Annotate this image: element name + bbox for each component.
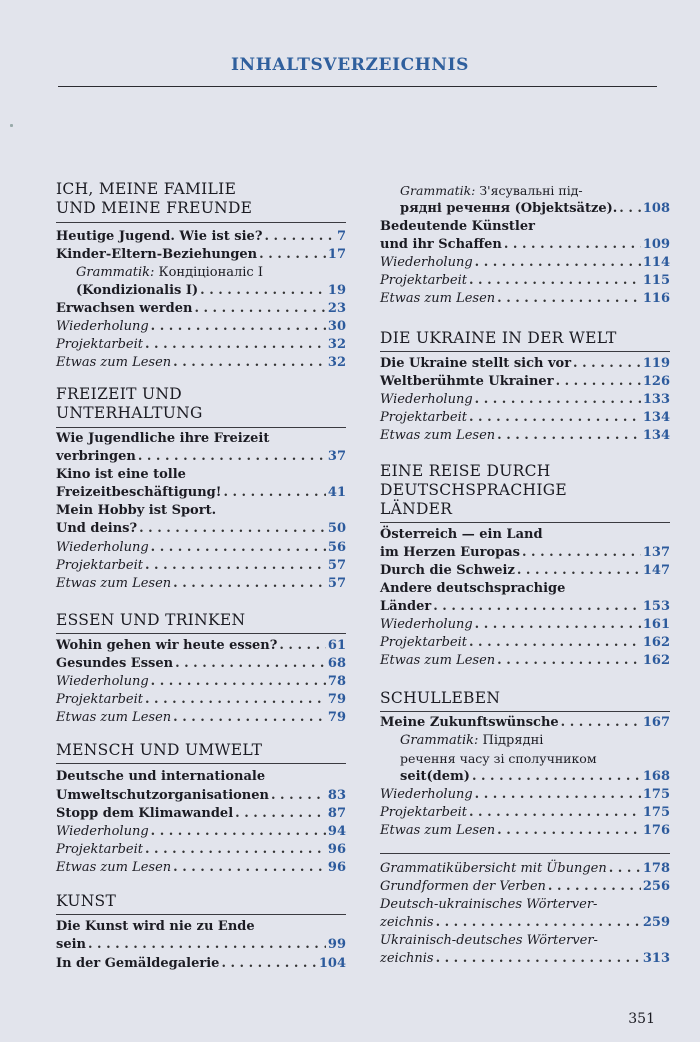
- dot-leader: [497, 427, 641, 445]
- entry-title: Erwachsen werden: [56, 301, 193, 316]
- toc-entry[interactable]: [56, 336, 346, 354]
- entry-title: Wiederholung: [380, 617, 473, 632]
- entry-page: 119: [642, 356, 670, 371]
- toc-entry[interactable]: [380, 914, 670, 932]
- toc-entry[interactable]: [56, 300, 346, 318]
- entry-page: 79: [327, 692, 346, 707]
- entry-title: Wie Jugendliche ihre Freizeit: [56, 431, 270, 446]
- entry-page: 153: [642, 599, 670, 614]
- entry-page: 134: [642, 410, 670, 425]
- entry-title: Wiederholung: [56, 824, 149, 839]
- toc-entry[interactable]: [380, 860, 670, 878]
- toc-entry-line: [380, 932, 670, 950]
- entry-title: Deutsch-ukrainisches Wörterver-: [380, 897, 598, 912]
- dot-leader: [173, 354, 326, 372]
- toc-entry[interactable]: [380, 254, 670, 272]
- section-heading: UND MEINE FREUNDE: [56, 199, 253, 217]
- entry-page: 79: [327, 710, 346, 725]
- dot-leader: [469, 804, 641, 822]
- toc-entry[interactable]: [56, 539, 346, 557]
- entry-title: Ukrainisch-deutsches Wörterver-: [380, 933, 598, 948]
- section-heading: EINE REISE DURCH: [380, 462, 551, 480]
- entry-title: zeichnis: [380, 951, 434, 966]
- dot-leader: [469, 409, 641, 427]
- entry-title: (Kondizionalis I): [76, 283, 199, 298]
- toc-entry[interactable]: [56, 557, 346, 575]
- entry-title: Wiederholung: [380, 392, 473, 407]
- dot-leader: [145, 841, 326, 859]
- section-heading: ESSEN UND TRINKEN: [56, 611, 246, 629]
- dot-leader: [145, 691, 326, 709]
- entry-title: Freizeitbeschäftigung!: [56, 485, 222, 500]
- section-heading: MENSCH UND UMWELT: [56, 741, 263, 759]
- entry-page: 162: [642, 653, 670, 668]
- dot-leader: [497, 290, 641, 308]
- grammar-text: Підрядні: [482, 733, 544, 748]
- entry-title: zeichnis: [380, 915, 434, 930]
- entry-page: 7: [336, 229, 346, 244]
- dot-leader: [145, 557, 326, 575]
- dot-leader: [472, 768, 641, 786]
- entry-page: 19: [327, 283, 346, 298]
- entry-title: Länder: [380, 599, 432, 614]
- dot-leader: [271, 787, 326, 805]
- title-rule: [58, 86, 657, 87]
- entry-title: Wiederholung: [56, 319, 149, 334]
- section-divider: [380, 522, 670, 523]
- entry-page: 32: [327, 355, 346, 370]
- entry-title: Umweltschutzorganisationen: [56, 788, 269, 803]
- toc-entry[interactable]: [380, 714, 670, 732]
- grammar-label: Grammatik:: [76, 265, 155, 280]
- entry-page: 178: [642, 861, 670, 876]
- dot-leader: [475, 616, 641, 634]
- toc-entry[interactable]: [380, 562, 670, 580]
- toc-entry[interactable]: [380, 355, 670, 373]
- entry-title: Durch die Schweiz: [380, 563, 515, 578]
- dot-leader: [173, 709, 326, 727]
- dot-leader: [619, 200, 641, 218]
- dot-leader: [235, 805, 326, 823]
- section-heading: FREIZEIT UND: [56, 385, 182, 403]
- toc-entry[interactable]: [380, 290, 670, 308]
- dot-leader: [433, 598, 641, 616]
- dot-leader: [556, 373, 641, 391]
- section-heading: DEUTSCHSPRACHIGE: [380, 481, 568, 499]
- entry-title: Projektarbeit: [380, 410, 467, 425]
- entry-page: 137: [642, 545, 670, 560]
- dot-leader: [504, 236, 641, 254]
- dot-leader: [200, 282, 326, 300]
- dot-leader: [469, 272, 641, 290]
- toc-entry[interactable]: [380, 616, 670, 634]
- entry-page: 168: [642, 769, 670, 784]
- toc-entry[interactable]: [56, 318, 346, 336]
- entry-page: 37: [327, 449, 346, 464]
- section-divider: [56, 763, 346, 764]
- entry-title: sein: [56, 937, 86, 952]
- entry-page: 78: [327, 674, 346, 689]
- toc-entry[interactable]: [56, 787, 346, 805]
- section-heading: UNTERHALTUNG: [56, 404, 203, 422]
- toc-entry-line: [56, 502, 346, 520]
- entry-page: 68: [327, 656, 346, 671]
- dot-leader: [517, 562, 641, 580]
- dot-leader: [548, 878, 641, 896]
- dot-leader: [221, 955, 316, 973]
- toc-entry[interactable]: [56, 520, 346, 538]
- toc-entry[interactable]: [380, 950, 670, 968]
- entry-page: 109: [642, 237, 670, 252]
- toc-entry[interactable]: [400, 768, 670, 786]
- entry-page: 116: [642, 291, 670, 306]
- entry-title: Grammatikübersicht mit Übungen: [380, 861, 607, 876]
- toc-entry[interactable]: [56, 691, 346, 709]
- toc-entry[interactable]: [380, 822, 670, 840]
- dot-leader: [138, 448, 326, 466]
- entry-title: Weltberühmte Ukrainer: [380, 374, 554, 389]
- entry-title: Mein Hobby ist Sport.: [56, 503, 217, 518]
- entry-page: 133: [642, 392, 670, 407]
- dot-leader: [139, 520, 326, 538]
- toc-entry[interactable]: [380, 373, 670, 391]
- entry-page: 96: [327, 842, 346, 857]
- entry-title: im Herzen Europas: [380, 545, 520, 560]
- dot-leader: [497, 652, 641, 670]
- dot-leader: [151, 539, 326, 557]
- entry-page: 147: [642, 563, 670, 578]
- toc-entry[interactable]: [380, 598, 670, 616]
- entry-title: Österreich — ein Land: [380, 527, 543, 542]
- entry-title: Andere deutschsprachige: [380, 581, 566, 596]
- dot-leader: [173, 859, 326, 877]
- entry-title: Projektarbeit: [56, 692, 143, 707]
- toc-entry[interactable]: [56, 673, 346, 691]
- grammar-note: [76, 264, 346, 282]
- entry-title: Etwas zum Lesen: [56, 355, 172, 370]
- section-heading: SCHULLEBEN: [380, 689, 501, 707]
- dot-leader: [145, 336, 326, 354]
- entry-title: seit(dem): [400, 769, 470, 784]
- dot-leader: [151, 673, 326, 691]
- toc-entry-line: [56, 466, 346, 484]
- entry-page: 56: [327, 540, 346, 555]
- entry-title: Etwas zum Lesen: [56, 710, 172, 725]
- dot-leader: [497, 822, 641, 840]
- entry-title: Wohin gehen wir heute essen?: [56, 638, 278, 653]
- toc-entry-line: [56, 918, 346, 936]
- entry-page: 87: [327, 806, 346, 821]
- entry-title: In der Gemäldegalerie: [56, 956, 220, 971]
- entry-page: 259: [642, 915, 670, 930]
- toc-entry[interactable]: [380, 804, 670, 822]
- toc-entry[interactable]: [56, 936, 346, 954]
- toc-entry-line: [380, 526, 670, 544]
- entry-title: verbringen: [56, 449, 136, 464]
- dot-leader: [436, 950, 641, 968]
- entry-title: und ihr Schaffen: [380, 237, 502, 252]
- dot-leader: [194, 300, 325, 318]
- dot-leader: [609, 860, 641, 878]
- entry-page: 96: [327, 860, 346, 875]
- entry-page: 83: [327, 788, 346, 803]
- dot-leader: [151, 823, 326, 841]
- toc-entry[interactable]: [56, 955, 346, 973]
- entry-title: Etwas zum Lesen: [56, 576, 172, 591]
- grammar-text: З'ясувальні під-: [479, 183, 583, 198]
- entry-title: Projektarbeit: [380, 805, 467, 820]
- dot-leader: [264, 228, 335, 246]
- section-divider: [56, 633, 346, 634]
- toc-entry[interactable]: [380, 652, 670, 670]
- entry-page: 175: [642, 787, 670, 802]
- entry-page: 167: [642, 715, 670, 730]
- entry-page: 108: [642, 201, 670, 216]
- entry-title: Etwas zum Lesen: [380, 653, 496, 668]
- entry-page: 99: [327, 937, 346, 952]
- toc-entry[interactable]: [56, 228, 346, 246]
- entry-title: Kino ist eine tolle: [56, 467, 186, 482]
- toc-entry-line: [56, 430, 346, 448]
- section-divider: [56, 222, 346, 223]
- entry-page: 57: [327, 576, 346, 591]
- section-divider: [380, 711, 670, 712]
- dot-leader: [436, 914, 641, 932]
- toc-entry[interactable]: [380, 391, 670, 409]
- toc-entry[interactable]: [380, 272, 670, 290]
- toc-entry[interactable]: [56, 448, 346, 466]
- entry-page: 57: [327, 558, 346, 573]
- entry-page: 17: [327, 247, 346, 262]
- entry-page: 162: [642, 635, 670, 650]
- entry-title: Grundformen der Verben: [380, 879, 546, 894]
- toc-entry[interactable]: [380, 634, 670, 652]
- entry-title: рядні речення (Objektsätze).: [400, 201, 618, 216]
- dot-leader: [88, 936, 326, 954]
- entry-page: 41: [327, 485, 346, 500]
- entry-title: Wiederholung: [56, 540, 149, 555]
- entry-page: 175: [642, 805, 670, 820]
- section-heading: ICH, MEINE FAMILIE: [56, 180, 237, 198]
- entry-page: 256: [642, 879, 670, 894]
- entry-page: 176: [642, 823, 670, 838]
- page-number: 351: [628, 1011, 655, 1027]
- entry-title: Die Ukraine stellt sich vor: [380, 356, 572, 371]
- entry-page: 161: [642, 617, 670, 632]
- toc-entry[interactable]: [56, 575, 346, 593]
- toc-entry[interactable]: [56, 709, 346, 727]
- dot-leader: [573, 355, 641, 373]
- entry-title: Und deins?: [56, 521, 138, 536]
- grammar-note: [400, 732, 670, 750]
- entry-title: Wiederholung: [56, 674, 149, 689]
- toc-entry[interactable]: [380, 878, 670, 896]
- entry-title: Bedeutende Künstler: [380, 219, 535, 234]
- section-divider: [56, 914, 346, 915]
- entry-title: Etwas zum Lesen: [380, 291, 496, 306]
- entry-page: 115: [642, 273, 670, 288]
- entry-page: 94: [327, 824, 346, 839]
- entry-title: Etwas zum Lesen: [380, 428, 496, 443]
- entry-title: Kinder-Eltern-Beziehungen: [56, 247, 258, 262]
- dot-leader: [173, 575, 326, 593]
- dot-leader: [279, 637, 326, 655]
- entry-page: 114: [642, 255, 670, 270]
- dot-leader: [469, 634, 641, 652]
- toc-entry-line: [380, 896, 670, 914]
- entry-page: 32: [327, 337, 346, 352]
- grammar-label: Grammatik:: [400, 733, 479, 748]
- entry-title: Projektarbeit: [56, 842, 143, 857]
- toc-entry[interactable]: [56, 655, 346, 673]
- dot-leader: [475, 254, 641, 272]
- toc-entry[interactable]: [56, 841, 346, 859]
- toc-entry-line: [56, 768, 346, 786]
- entry-title: Projektarbeit: [380, 273, 467, 288]
- dot-leader: [522, 544, 641, 562]
- toc-entry[interactable]: [380, 427, 670, 445]
- toc-entry[interactable]: [380, 236, 670, 254]
- entry-page: 50: [327, 521, 346, 536]
- entry-title: Projektarbeit: [56, 337, 143, 352]
- dot-leader: [475, 786, 641, 804]
- entry-title: Wiederholung: [380, 787, 473, 802]
- grammar-text: Кондіціоналіс I: [158, 265, 263, 280]
- entry-page: 313: [642, 951, 670, 966]
- entry-page: 61: [327, 638, 346, 653]
- entry-page: 23: [327, 301, 346, 316]
- section-heading: KUNST: [56, 892, 117, 910]
- section-divider: [380, 853, 670, 854]
- grammar-note-line: речення часу зі сполучником: [400, 751, 597, 766]
- toc-entry[interactable]: [56, 637, 346, 655]
- section-divider: [56, 427, 346, 428]
- entry-title: Etwas zum Lesen: [380, 823, 496, 838]
- entry-title: Etwas zum Lesen: [56, 860, 172, 875]
- toc-entry[interactable]: [76, 282, 346, 300]
- section-heading: LÄNDER: [380, 500, 453, 518]
- entry-page: 134: [642, 428, 670, 443]
- dot-leader: [475, 391, 641, 409]
- section-divider: [380, 351, 670, 352]
- entry-title: Meine Zukunftswünsche: [380, 715, 559, 730]
- entry-title: Projektarbeit: [56, 558, 143, 573]
- entry-page: 126: [642, 374, 670, 389]
- toc-entry[interactable]: [380, 409, 670, 427]
- entry-title: Wiederholung: [380, 255, 473, 270]
- toc-entry[interactable]: [380, 786, 670, 804]
- page-title: INHALTSVERZEICHNIS: [231, 55, 469, 75]
- toc-entry[interactable]: [56, 246, 346, 264]
- toc-entry[interactable]: [56, 354, 346, 372]
- section-heading: DIE UKRAINE IN DER WELT: [380, 329, 617, 347]
- margin-mark: [10, 124, 13, 127]
- toc-entry[interactable]: [56, 859, 346, 877]
- grammar-label: Grammatik:: [400, 183, 476, 198]
- entry-page: 30: [327, 319, 346, 334]
- dot-leader: [151, 318, 326, 336]
- dot-leader: [175, 655, 326, 673]
- toc-entry[interactable]: [380, 544, 670, 562]
- entry-title: Die Kunst wird nie zu Ende: [56, 919, 255, 934]
- toc-entry-line: [380, 580, 670, 598]
- entry-title: Gesundes Essen: [56, 656, 174, 671]
- dot-leader: [561, 714, 641, 732]
- toc-entry[interactable]: [56, 823, 346, 841]
- entry-title: Deutsche und internationale: [56, 769, 266, 784]
- entry-page: 104: [318, 956, 346, 971]
- toc-entry[interactable]: [56, 484, 346, 502]
- entry-title: Heutige Jugend. Wie ist sie?: [56, 229, 263, 244]
- dot-leader: [223, 484, 325, 502]
- dot-leader: [259, 246, 326, 264]
- entry-title: Projektarbeit: [380, 635, 467, 650]
- grammar-note: [400, 182, 670, 200]
- entry-title: Stopp dem Klimawandel: [56, 806, 234, 821]
- toc-entry[interactable]: [56, 805, 346, 823]
- toc-entry-line: [380, 218, 670, 236]
- toc-entry[interactable]: [400, 200, 670, 218]
